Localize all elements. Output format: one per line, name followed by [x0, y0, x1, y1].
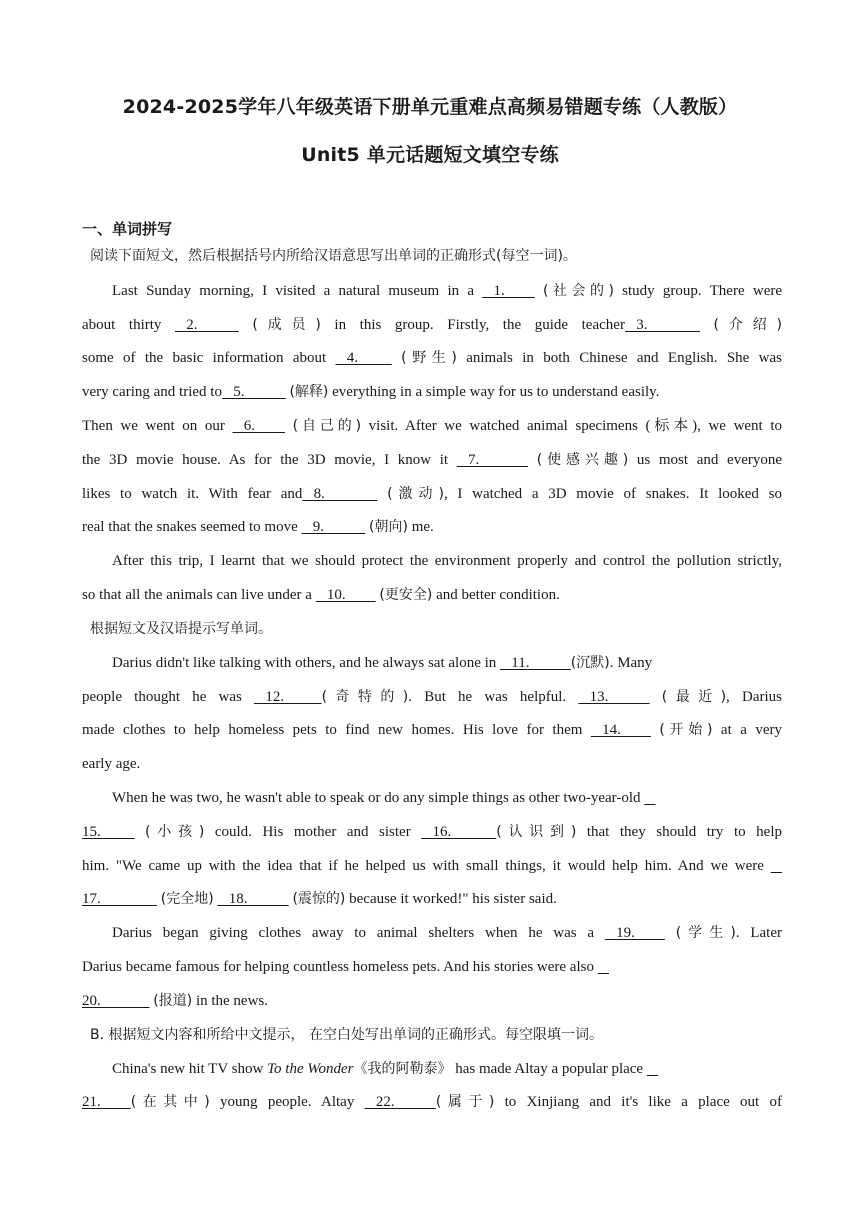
blank-5[interactable]: 5.: [221, 384, 286, 400]
blank-16[interactable]: 16.: [421, 824, 497, 840]
passage-a-line: After this trip, I learnt that we should protect the environment properly and control the pollution strictly,: [112, 553, 782, 569]
blank-14[interactable]: 14.: [590, 722, 651, 738]
hint-10: (更安全): [379, 587, 433, 603]
blank-20[interactable]: 20.: [82, 993, 150, 1009]
blank-17[interactable]: 17.: [82, 891, 157, 907]
blank-15[interactable]: 15.: [82, 824, 135, 840]
hint-16: (认识到): [496, 824, 577, 840]
section-heading: 一、单词拼写: [82, 220, 173, 238]
hint-1: (社会的): [543, 283, 614, 299]
passage-b-line: 20. (报道) in the news.: [82, 993, 269, 1009]
passage-b-line: made clothes to help homeless pets to find new homes. His love for them 14. (开始) at a very: [82, 722, 782, 738]
blank-2[interactable]: 2.: [175, 317, 239, 333]
hint-22: (属于): [435, 1094, 495, 1110]
blank-3[interactable]: 3.: [624, 317, 700, 333]
hint-19: (学生): [675, 925, 736, 941]
show-title: To the Wonder: [267, 1061, 354, 1077]
hint-20: (报道): [153, 993, 193, 1009]
hint-15: (小孩): [145, 824, 205, 840]
blank-21-pre: [647, 1059, 658, 1079]
blank-10[interactable]: 10.: [315, 587, 376, 603]
passage-b-line: When he was two, he wasn't able to speak or do any simple things as other two-year-old: [82, 788, 782, 808]
passage-a-line: very caring and tried to 5. (解释) everything in a simple way for us to understand easily.: [82, 384, 660, 400]
hint-11: (沉默): [570, 655, 610, 671]
blank-7[interactable]: 7.: [456, 452, 529, 468]
blank-12[interactable]: 12.: [254, 689, 322, 705]
hint-3: (介绍): [713, 317, 782, 333]
blank-9[interactable]: 9.: [301, 519, 366, 535]
hint-6: (自己的): [292, 418, 362, 434]
blank-21[interactable]: 21.: [82, 1094, 131, 1110]
passage-b-line: Darius became famous for helping countless homeless pets. And his stories were also: [82, 957, 782, 977]
blank-11[interactable]: 11.: [500, 655, 571, 671]
blank-8[interactable]: 8.: [302, 486, 378, 502]
hint-9: (朝向): [369, 519, 408, 535]
hint-12: (奇特的): [321, 689, 409, 705]
passage-a-line: the 3D movie house. As for the 3D movie, I know it 7. (使感兴趣) us most and everyone: [82, 452, 782, 468]
passage-a-line: some of the basic information about 4. (野生) animals in both Chinese and English. She was: [82, 350, 783, 366]
document-subtitle: Unit5 单元话题短文填空专练: [301, 144, 559, 166]
passage-a-line: about thirty 2. (成员) in this group. Firstly, the guide teacher 3. (介绍): [82, 317, 782, 333]
show-title-cn: 《我的阿勒泰》: [353, 1061, 452, 1077]
blank-13[interactable]: 13.: [578, 689, 650, 705]
hint-8: (激动): [387, 486, 444, 502]
blank-18[interactable]: 18.: [217, 891, 289, 907]
hint-2: (成员): [252, 317, 321, 333]
hint-18: (震惊的): [292, 891, 346, 907]
hint-21: (在其中): [130, 1094, 210, 1110]
blank-4[interactable]: 4.: [335, 350, 392, 366]
passage-a-line: so that all the animals can live under a 10. (更安全) and better condition.: [82, 587, 560, 603]
hint-13: (最近): [661, 689, 727, 705]
blank-19[interactable]: 19.: [604, 925, 665, 941]
hint-14: (开始): [659, 722, 713, 738]
blank-17-pre: [771, 856, 782, 876]
instruction-b: 根据短文及汉语提示写单词。: [90, 621, 272, 637]
hint-17: (完全地): [160, 891, 214, 907]
passage-a-line: real that the snakes seemed to move 9. (朝向) me.: [82, 519, 434, 535]
passage-a-line: Then we went on our 6. (自己的) visit. After we watched animal specimens (标本), we went to: [82, 418, 783, 434]
passage-c-line: China's new hit TV show To the Wonder《我的阿勒泰》 has made Altay a popular place: [82, 1059, 782, 1079]
passage-c-line: 21. (在其中) young people. Altay 22. (属于) to Xinjiang and it's like a place out of: [82, 1094, 782, 1110]
hint-7: (使感兴趣): [536, 452, 629, 468]
blank-20-pre: [598, 957, 609, 977]
instruction-a: 阅读下面短文，然后根据括号内所给汉语意思写出单词的正确形式(每空一词)。: [90, 248, 577, 264]
passage-a-line: Last Sunday morning, I visited a natural museum in a 1. (社会的) study group. There were: [112, 283, 782, 299]
instruction-c: B. 根据短文内容和所给中文提示， 在空白处写出单词的正确形式。每空限填一词。: [90, 1027, 603, 1043]
passage-b-line: 15. (小孩) could. His mother and sister 16. (认识到) that they should try to help: [82, 824, 782, 840]
passage-a-line: likes to watch it. With fear and 8. (激动), I watched a 3D movie of snakes. It looked so: [82, 486, 782, 502]
blank-1[interactable]: 1.: [482, 283, 535, 299]
hint-4: (野生): [401, 350, 457, 366]
passage-b-line: early age.: [82, 756, 141, 772]
document-title: 2024-2025学年八年级英语下册单元重难点高频易错题专练（人教版）: [122, 96, 738, 118]
passage-b-line: Darius began giving clothes away to animal shelters when he was a 19. (学生). Later: [112, 925, 782, 941]
blank-22[interactable]: 22.: [364, 1094, 436, 1110]
blank-15-pre: [644, 788, 655, 808]
passage-b-line: 17. (完全地) 18. (震惊的) because it worked!" his sister said.: [82, 891, 557, 907]
passage-b-line: Darius didn't like talking with others, and he always sat alone in 11. (沉默). Many: [112, 655, 653, 671]
passage-b-line: people thought he was 12. (奇特的). But he was helpful. 13. (最近), Darius: [82, 689, 782, 705]
passage-b-line: him. "We came up with the idea that if he helped us with small things, it would help him. And we were: [82, 856, 782, 876]
blank-6[interactable]: 6.: [232, 418, 286, 434]
hint-5: (解释): [289, 384, 329, 400]
